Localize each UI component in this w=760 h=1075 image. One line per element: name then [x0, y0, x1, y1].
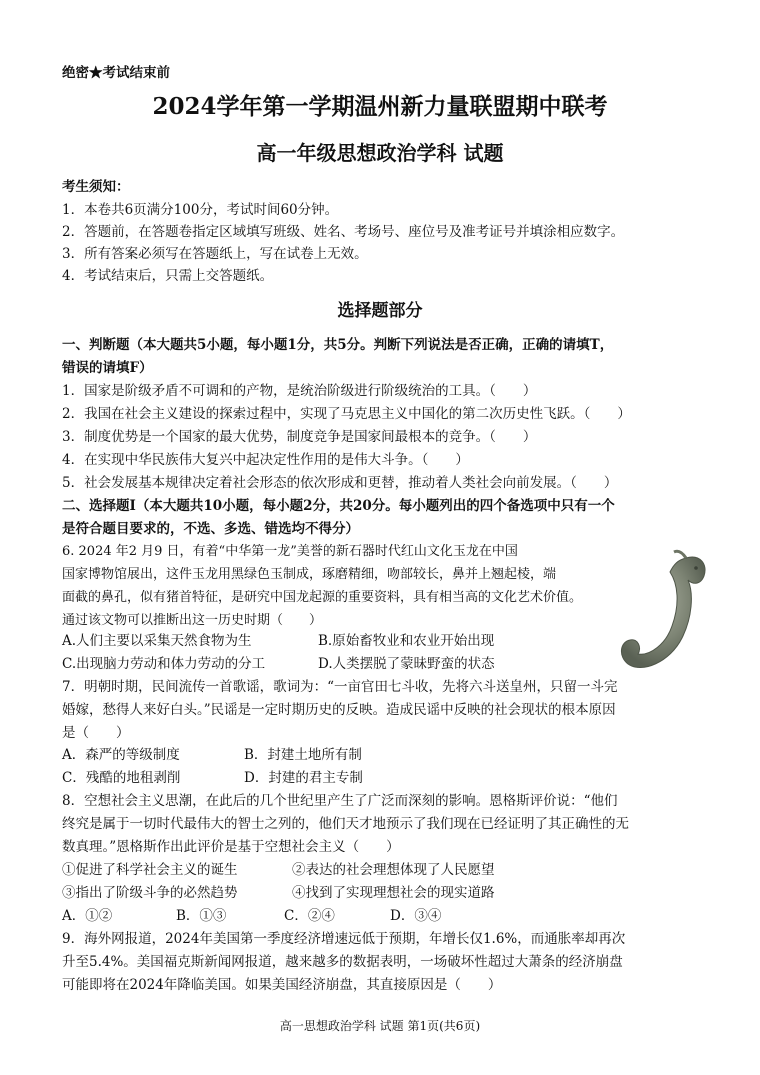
notice-item: 3．所有答案必须写在答题纸上，写在试卷上无效。: [62, 246, 368, 262]
exam-title: 2024学年第一学期温州新力量联盟期中联考: [152, 93, 608, 120]
page-footer: 高一思想政治学科 试题 第1页(共6页): [279, 1019, 481, 1033]
q8-option-d: D．③④: [390, 908, 442, 924]
part2-heading: 是符合题目要求的，不选、多选、错选均不得分）: [62, 521, 359, 537]
part1-heading: 错误的请填F）: [62, 360, 153, 376]
q8-statement-3: ③指出了阶级斗争的必然趋势: [62, 885, 238, 901]
question-1: 1．国家是阶级矛盾不可调和的产物，是统治阶级进行阶级统治的工具。（ ）: [62, 383, 537, 399]
q6-option-b: B.原始畜牧业和农业开始出现: [318, 633, 495, 649]
q8-statement-4: ④找到了实现理想社会的现实道路: [292, 885, 495, 901]
question-6-text: 国家博物馆展出，这件玉龙用黑绿色玉制成，琢磨精细，吻部较长，鼻并上翘起棱，端: [62, 567, 557, 582]
q6-option-a: A.人们主要以采集天然食物为生: [62, 633, 252, 649]
question-8-text: 8．空想社会主义思潮，在此后的几个世纪里产生了广泛而深刻的影响。恩格斯评价说：“他们: [62, 793, 618, 809]
q7-option-a: A．森严的等级制度: [62, 747, 180, 763]
q6-option-d: D.人类摆脱了蒙昧野蛮的状态: [318, 656, 495, 672]
q7-option-c: C．残酷的地租剥削: [62, 770, 181, 786]
part2-heading: 二、选择题Ⅰ（本大题共10小题，每小题2分，共20分。每小题列出的四个备选项中只有一个: [62, 498, 615, 514]
q8-statement-2: ②表达的社会理想体现了人民愿望: [292, 862, 495, 878]
section-title: 选择题部分: [337, 301, 423, 321]
notice-heading: 考生须知：: [62, 179, 130, 195]
notice-item: 1．本卷共6页满分100分，考试时间60分钟。: [62, 202, 339, 218]
question-8-text: 数真理。”恩格斯作出此评价是基于空想社会主义（ ）: [62, 839, 400, 855]
q8-option-a: A．①②: [62, 908, 113, 924]
q8-statement-1: ①促进了科学社会主义的诞生: [62, 862, 238, 878]
question-5: 5．社会发展基本规律决定着社会形态的依次形成和更替，推动着人类社会向前发展。（ ）: [62, 475, 618, 491]
question-4: 4．在实现中华民族伟大复兴中起决定性作用的是伟大斗争。（ ）: [62, 452, 469, 468]
notice-item: 4．考试结束后，只需上交答题纸。: [62, 268, 274, 284]
question-8-text: 终究是属于一切时代最伟大的智士之列的，他们天才地预示了我们现在已经证明了其正确性的无: [62, 816, 629, 832]
q6-option-c: C.出现脑力劳动和体力劳动的分工: [62, 656, 266, 672]
exam-subtitle: 高一年级思想政治学科 试题: [256, 141, 504, 165]
question-2: 2．我国在社会主义建设的探索过程中，实现了马克思主义中国化的第二次历史性飞跃。（ ）: [62, 406, 631, 422]
question-3: 3．制度优势是一个国家的最大优势，制度竞争是国家间最根本的竞争。（ ）: [62, 429, 537, 445]
q7-option-d: D．封建的君主专制: [244, 770, 363, 786]
question-7-text: 婚嫁，愁得人来好白头。”民谣是一定时期历史的反映。造成民谣中反映的社会现状的根本原因: [62, 702, 616, 718]
question-7-text: 是（ ）: [62, 725, 130, 741]
part1-heading: 一、判断题（本大题共5小题，每小题1分，共5分。判断下列说法是否正确，正确的请填T，: [62, 337, 614, 353]
q8-option-c: C．②④: [284, 908, 335, 924]
question-9-text: 升至5.4%。美国福克斯新闻网报道，越来越多的数据表明，一场破坏性超过大萧条的经济崩盘: [62, 954, 623, 970]
question-6-text: 6. 2024 年2 月9 日，有着“中华第一龙”美誉的新石器时代红山文化玉龙在中国: [62, 544, 518, 559]
question-9-text: 9．海外网报道，2024年美国第一季度经济增速远低于预期，年增长仅1.6%，而通胀率却再次: [62, 931, 626, 947]
question-9-text: 可能即将在2024年降临美国。如果美国经济崩盘，其直接原因是（ ）: [62, 977, 502, 993]
q7-option-b: B．封建土地所有制: [244, 747, 362, 763]
question-6-text: 通过该文物可以推断出这一历史时期（ ）: [62, 613, 323, 628]
jade-dragon-image: [608, 546, 708, 678]
question-7-text: 7．明朝时期，民间流传一首歌谣，歌词为：“一亩官田七斗收，先将六斗送皇州，只留一斗完: [62, 679, 618, 695]
confidential-label: 绝密★考试结束前: [62, 65, 170, 81]
notice-item: 2．答题前，在答题卷指定区域填写班级、姓名、考场号、座位号及准考证号并填涂相应数字。: [62, 224, 625, 240]
question-6-text: 面截的鼻孔，似有猪首特征，是研究中国龙起源的重要资料，具有相当高的文化艺术价值。: [62, 590, 583, 605]
q8-option-b: B．①③: [176, 908, 227, 924]
